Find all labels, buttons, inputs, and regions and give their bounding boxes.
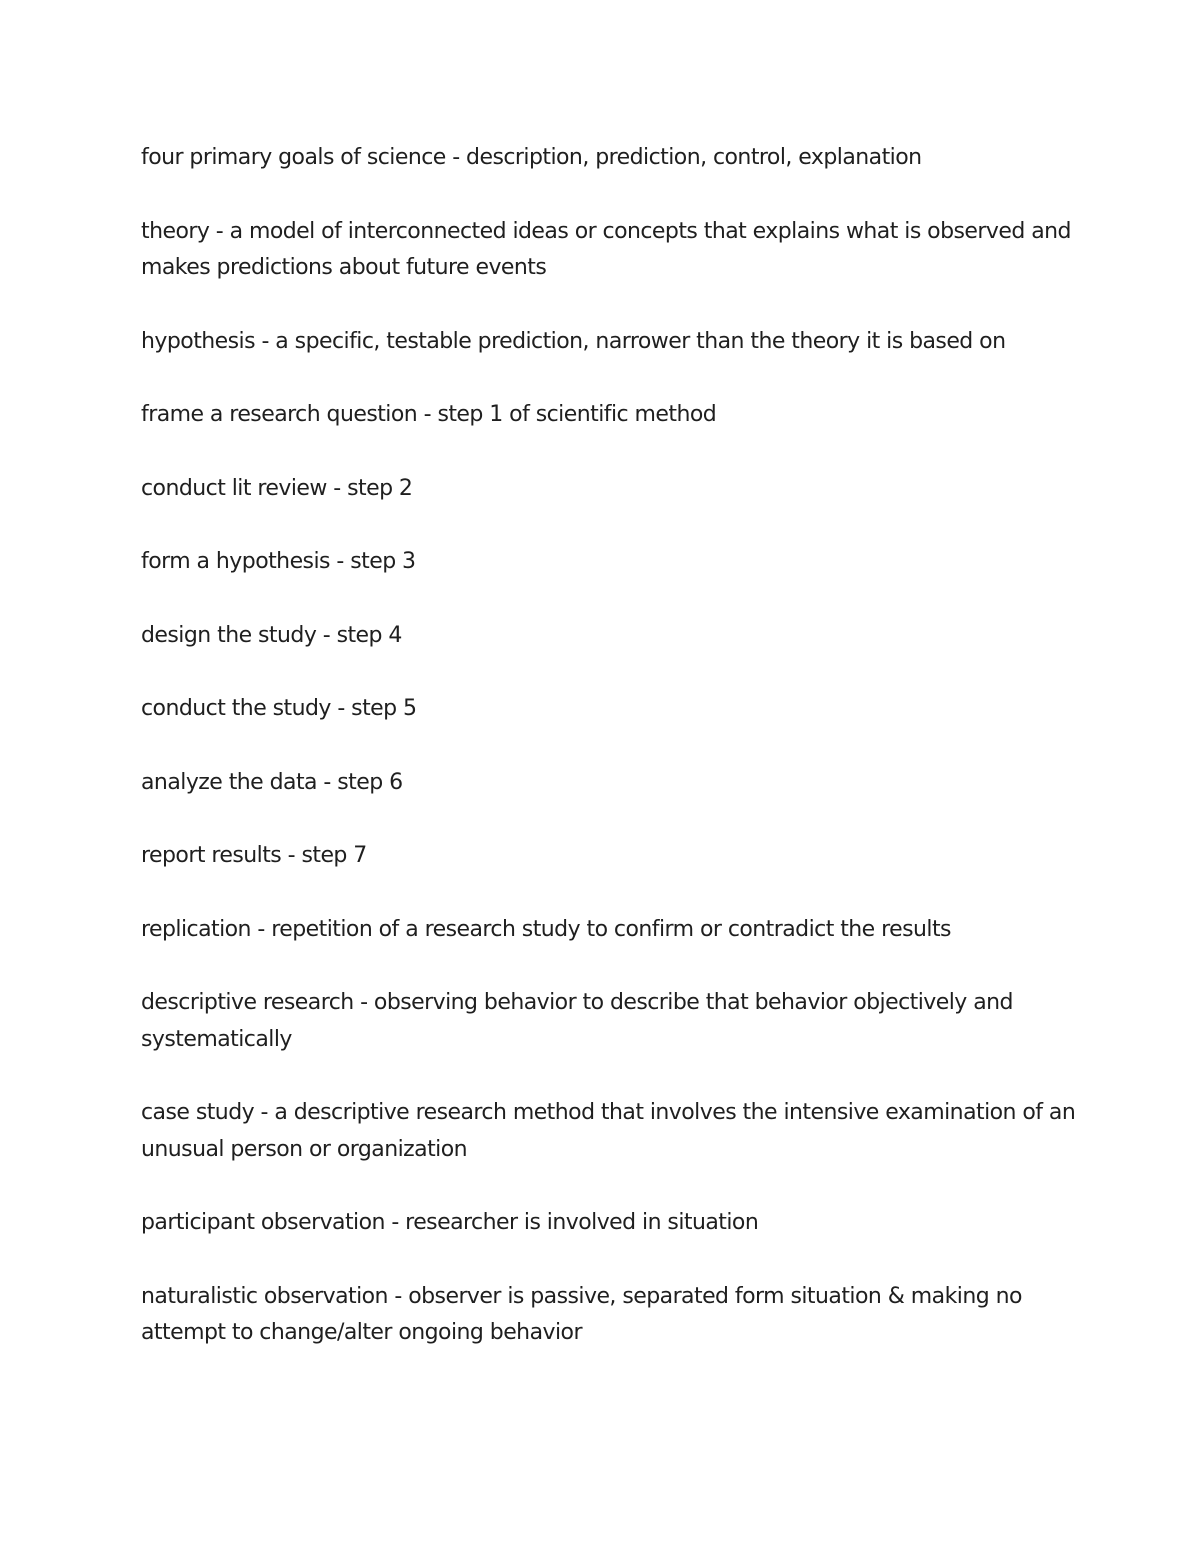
note-entry: case study - a descriptive research method that involves the intensive examination of an unusual person or organization [141, 1100, 1076, 1162]
note-entry: four primary goals of science - description, prediction, control, explanation [141, 145, 922, 170]
note-entry: hypothesis - a specific, testable prediction, narrower than the theory it is based on [141, 328, 1006, 354]
note-entry: naturalistic observation - observer is passive, separated form situation & making no attempt to change/alter ongoing behavior [141, 1283, 1022, 1345]
note-entry: conduct lit review - step 2 [141, 475, 413, 501]
note-entry: design the study - step 4 [141, 622, 402, 648]
note-entry: theory - a model of interconnected ideas or concepts that explains what is observed and makes predictions about future events [141, 218, 1071, 280]
note-entry: form a hypothesis - step 3 [141, 549, 416, 574]
note-entry: analyze the data - step 6 [141, 769, 403, 795]
note-entry: descriptive research - observing behavior to describe that behavior objectively and systematically [141, 990, 1013, 1052]
notes-list [141, 140, 1076, 1389]
note-entry: replication - repetition of a research study to confirm or contradict the results [141, 916, 951, 942]
note-entry: conduct the study - step 5 [141, 696, 417, 721]
note-entry: participant observation - researcher is involved in situation [141, 1210, 759, 1235]
note-entry: frame a research question - step 1 of scientific method [141, 402, 717, 427]
note-entry: report results - step 7 [141, 843, 367, 868]
